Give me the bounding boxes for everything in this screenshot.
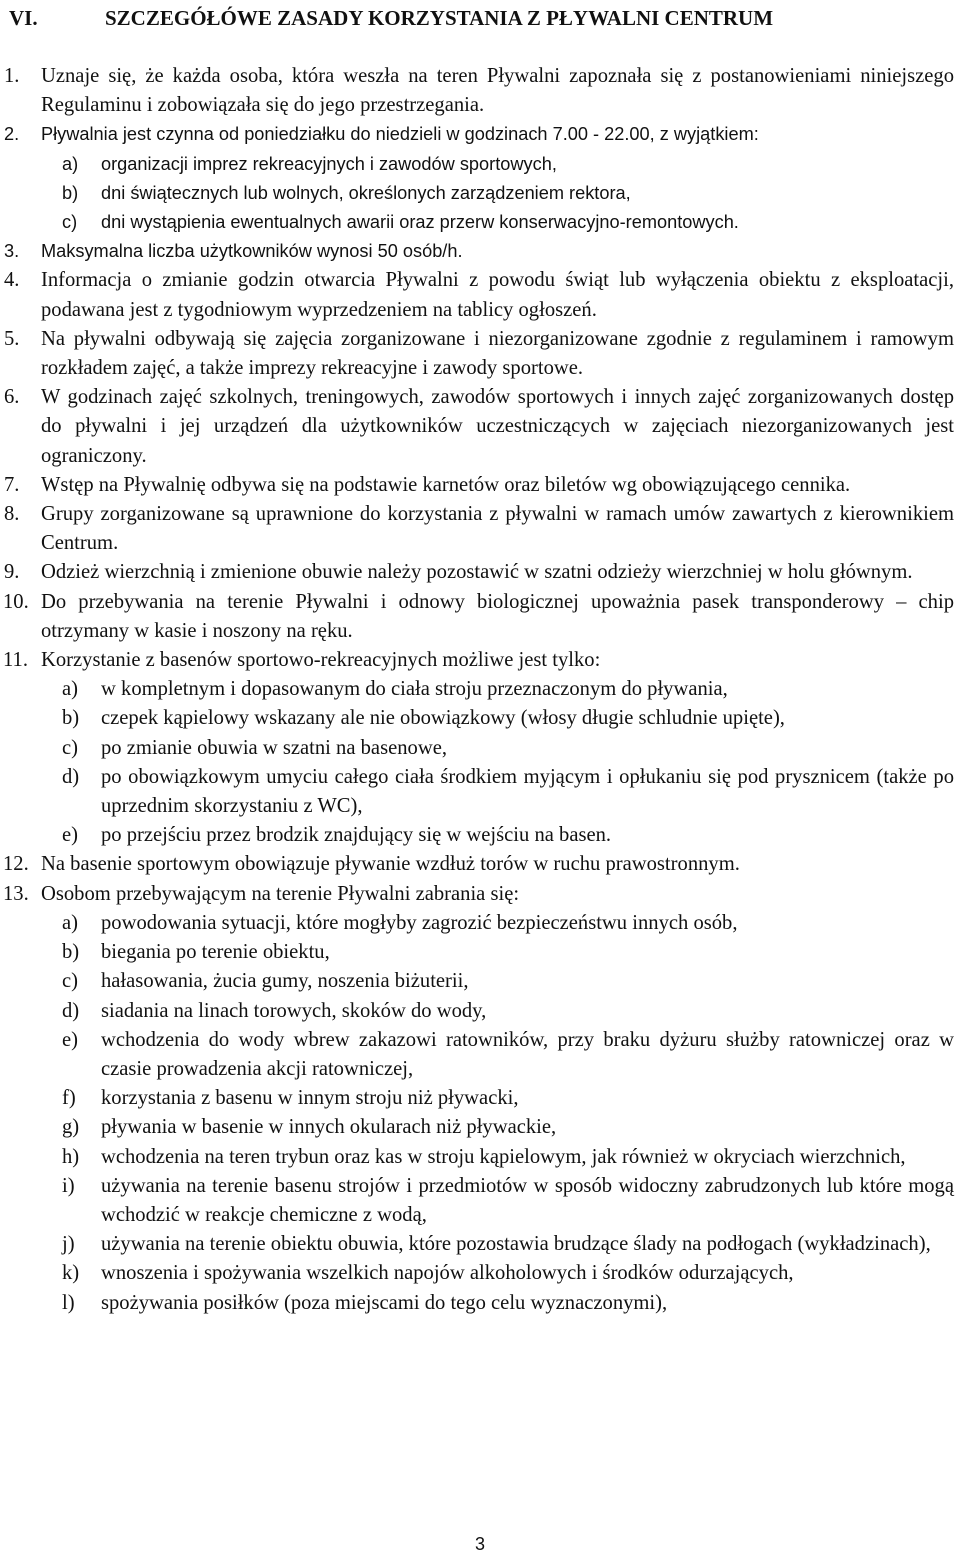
section-number: VI. [9,6,38,30]
sub-text: pływania w basenie w innych okularach niż pływackie, [101,1116,557,1139]
rule-11-sub-b [0,704,960,733]
rule-text: Na pływalni odbywają się zajęcia zorganizowane i niezorganizowane zgodnie z regulaminem i ramowym rozkładem zajęć, a także imprezy rekreacyjne i zawody sportowe. [41,327,954,380]
rule-item-2 [0,120,960,149]
sub-text: wnoszenia i spożywania wszelkich napojów alkoholowych i środków odurzających, [101,1262,794,1285]
sub-text: dni wystąpienia ewentualnych awarii oraz przerw konserwacyjno-remontowych. [101,212,739,233]
rule-13-sub-g [0,1113,960,1142]
sub-letter: b) [62,182,79,203]
rule-text: Grupy zorganizowane są uprawnione do korzystania z pływalni w ramach umów zawartych z kierownikiem Centrum. [41,503,954,555]
rule-13-sub-f [0,1084,960,1113]
sub-text: biegania po terenie obiektu, [101,941,330,964]
rule-item-4 [0,266,960,324]
sub-text: po przejściu przez brodzik znajdujący się w wejściu na basen. [101,824,612,847]
sub-letter: a) [62,153,79,174]
rule-2-sub-b [0,179,960,208]
page-number: 3 [474,1534,485,1554]
rules-list [0,62,960,1318]
sub-letter: k) [62,1262,80,1285]
rule-13-sub-l [0,1289,960,1318]
rule-13-sub-k [0,1259,960,1288]
rule-number: 6. [4,386,20,409]
rule-text: Pływalnia jest czynna od poniedziałku do niedzieli w godzinach 7.00 - 22.00, z wyjątkiem: [41,124,759,145]
sub-letter: h) [62,1145,80,1168]
sub-letter: e) [62,1028,78,1051]
rule-text: Maksymalna liczba użytkowników wynosi 50 osób/h. [41,241,463,262]
rule-number: 10. [3,590,29,613]
sub-letter: d) [62,999,80,1022]
rule-text: Osobom przebywającym na terenie Pływalni zabrania się: [41,882,520,905]
rule-number: 2. [4,124,20,145]
rule-item-12 [0,850,960,879]
rule-13-sub-h [0,1143,960,1172]
rule-11-sub-c [0,734,960,763]
rule-11-sub-d [0,763,960,821]
rule-item-13 [0,880,960,909]
sub-letter: g) [62,1116,80,1139]
rule-number: 3. [4,241,20,262]
rule-number: 8. [4,503,20,526]
rule-number: 11. [3,649,28,672]
rule-11-sub-e [0,821,960,850]
rule-text: Na basenie sportowym obowiązuje pływanie wzdłuż torów w ruchu prawostronnym. [41,853,740,876]
sub-letter: a) [62,911,78,934]
sub-text: powodowania sytuacji, które mogłyby zagrozić bezpieczeństwu innych osób, [101,911,738,934]
rule-13-sub-i [0,1172,960,1230]
sub-text: po obowiązkowym umyciu całego ciała środkiem myjącym i opłukaniu się pod prysznicem (także po uprzednim skorzystaniu z WC), [101,765,954,818]
rule-13-sub-c [0,967,960,996]
rule-item-6 [0,383,960,471]
sub-text: wchodzenia do wody wbrew zakazowi ratowników, przy braku dyżuru służby ratowniczej oraz w czasie prowadzenia akcji ratowniczej, [101,1028,954,1080]
sub-text: używania na terenie basenu strojów i przedmiotów w sposób widoczny zabrudzonych lub które mogą wchodzić w reakcje chemiczne z wodą, [101,1174,954,1226]
rule-number: 1. [4,65,20,87]
rule-number: 5. [4,327,20,350]
rule-text: W godzinach zajęć szkolnych, treningowych, zawodów sportowych i innych zajęć zorganizowanych dostęp do pływalni i jej urządzeń dla użytkowników uczestniczących w zajęciach niezorganizowanych jest ograniczony. [41,386,954,467]
rule-item-3 [0,237,960,266]
rule-text: Informacja o zmianie godzin otwarcia Pływalni z powodu świąt lub wyłączenia obiektu z eksploatacji, podawana jest z tygodniowym wyprzedzeniem na tablicy ogłoszeń. [41,269,954,321]
rule-item-1 [0,62,960,120]
sub-letter: b) [62,707,80,730]
rule-text: Odzież wierzchnią i zmienione obuwie należy pozostawić w szatni odzieży wierzchniej w holu głównym. [41,561,913,584]
sub-letter: j) [62,1233,75,1256]
sub-text: w kompletnym i dopasowanym do ciała stroju przeznaczonym do pływania, [101,678,728,701]
sub-letter: c) [62,212,78,233]
sub-text: organizacji imprez rekreacyjnych i zawodów sportowych, [101,153,557,174]
sub-letter: d) [62,765,80,788]
sub-text: spożywania posiłków (poza miejscami do tego celu wyznaczonymi), [101,1291,668,1314]
rule-text: Korzystanie z basenów sportowo-rekreacyjnych możliwe jest tylko: [41,649,601,672]
rule-number: 9. [4,561,20,584]
rule-2-sub-a [0,150,960,179]
rule-text: Wstęp na Pływalnię odbywa się na podstawie karnetów oraz biletów wg obowiązującego cennika. [41,473,851,496]
rule-text: Uznaje się, że każda osoba, która weszła na teren Pływalni zapoznała się z postanowieniami niniejszego Regulaminu i zobowiązała się do jego przestrzegania. [41,65,954,117]
sub-text: korzystania z basenu w innym stroju niż pływacki, [101,1087,519,1110]
sub-text: dni świątecznych lub wolnych, określonych zarządzeniem rektora, [101,182,631,203]
rule-item-10 [0,588,960,646]
rule-number: 7. [4,473,20,496]
rule-number: 12. [3,853,29,876]
rule-13-sub-e [0,1026,960,1084]
sub-letter: c) [62,970,78,993]
rule-item-8 [0,500,960,558]
rule-13-sub-d [0,997,960,1026]
rule-13-sub-a [0,909,960,938]
rule-13-sub-b [0,938,960,967]
section-title: SZCZEGÓŁÓWE ZASADY KORZYSTANIA Z PŁYWALNI CENTRUM [105,6,774,30]
rule-text: Do przebywania na terenie Pływalni i odnowy biologicznej upoważnia pasek transponderowy – chip otrzymany w kasie i noszony na ręku. [41,590,954,642]
sub-text: czepek kąpielowy wskazany ale nie obowiązkowy (włosy długie schludnie upięte), [101,707,785,730]
sub-text: po zmianie obuwia w szatni na basenowe, [101,736,447,759]
rule-item-11 [0,646,960,675]
rule-number: 4. [4,269,20,292]
sub-letter: c) [62,736,78,759]
sub-letter: b) [62,941,80,964]
sub-text: hałasowania, żucia gumy, noszenia biżuterii, [101,970,469,993]
rule-number: 13. [3,882,29,905]
sub-text: siadania na linach torowych, skoków do wody, [101,999,487,1022]
sub-letter: e) [62,824,78,847]
rule-13-sub-j [0,1230,960,1259]
rule-2-sub-c [0,208,960,237]
rule-item-7 [0,471,960,500]
sub-text: wchodzenia na teren trybun oraz kas w stroju kąpielowym, jak również w okryciach wierzchnich, [101,1145,906,1168]
rule-item-5 [0,325,960,383]
sub-letter: i) [62,1174,75,1197]
sub-letter: f) [62,1087,76,1110]
sub-letter: a) [62,678,78,701]
sub-letter: l) [62,1291,75,1314]
sub-text: używania na terenie obiektu obuwia, które pozostawia brudzące ślady na podłogach (wykładzinach), [101,1233,931,1256]
rule-item-9 [0,558,960,587]
rule-11-sub-a [0,675,960,704]
